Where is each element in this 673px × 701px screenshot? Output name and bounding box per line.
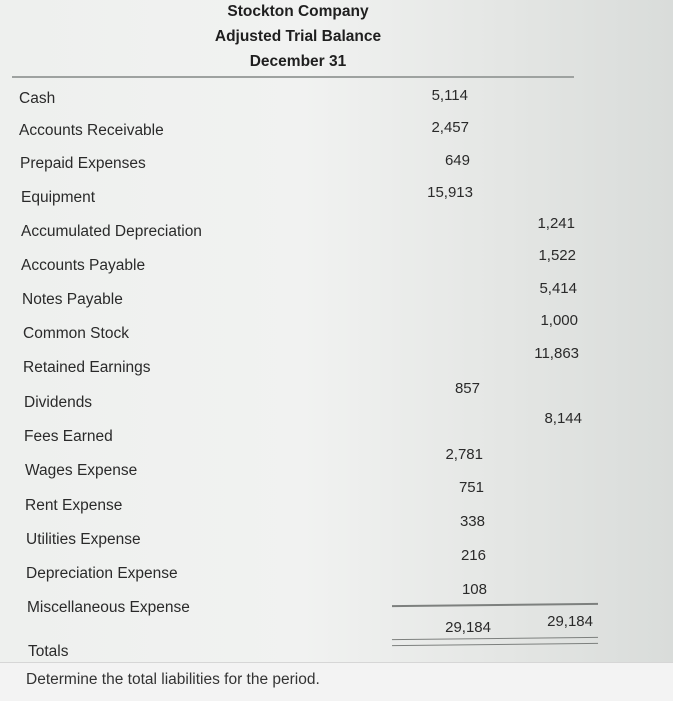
credit-amount: 11,863 bbox=[534, 345, 579, 362]
debit-amount: 857 bbox=[454, 380, 480, 397]
question-prompt bbox=[0, 662, 673, 701]
credit-amount: 5,414 bbox=[539, 280, 577, 297]
total-debit: 29,184 bbox=[445, 619, 491, 636]
account-name: Cash bbox=[19, 90, 56, 107]
account-name: Miscellaneous Expense bbox=[27, 599, 190, 616]
debit-amount: 751 bbox=[458, 479, 484, 496]
debit-amount: 2,457 bbox=[431, 119, 469, 136]
total-double-rule bbox=[392, 637, 598, 646]
debit-amount: 216 bbox=[460, 547, 486, 564]
account-name: Common Stock bbox=[23, 325, 129, 342]
credit-amount: 8,144 bbox=[544, 410, 582, 427]
debit-amount: 649 bbox=[444, 152, 470, 169]
account-name: Wages Expense bbox=[25, 462, 138, 479]
total-credit: 29,184 bbox=[547, 613, 593, 630]
account-name: Depreciation Expense bbox=[26, 565, 178, 582]
account-name: Utilities Expense bbox=[26, 531, 141, 548]
account-name: Accounts Payable bbox=[21, 257, 146, 274]
question-text: Determine the total liabilities for the period. bbox=[26, 671, 320, 688]
account-name: Dividends bbox=[24, 394, 93, 411]
statement-title: Adjusted Trial Balance bbox=[214, 28, 382, 45]
account-name: Rent Expense bbox=[25, 497, 123, 514]
statement-date: December 31 bbox=[249, 53, 347, 70]
debit-amount: 108 bbox=[461, 581, 487, 598]
account-name: Equipment bbox=[21, 189, 96, 206]
header-divider bbox=[12, 76, 574, 78]
company-name: Stockton Company bbox=[227, 3, 369, 20]
account-name: Retained Earnings bbox=[23, 359, 151, 376]
debit-amount: 5,114 bbox=[431, 87, 468, 104]
account-name: Fees Earned bbox=[24, 428, 113, 445]
account-name: Prepaid Expenses bbox=[20, 155, 146, 172]
debit-amount: 15,913 bbox=[427, 184, 473, 201]
totals-label: Totals bbox=[28, 643, 69, 660]
credit-amount: 1,000 bbox=[540, 312, 578, 329]
credit-amount: 1,522 bbox=[538, 247, 576, 264]
account-name: Notes Payable bbox=[22, 291, 123, 308]
debit-amount: 2,781 bbox=[445, 446, 483, 463]
account-name: Accumulated Depreciation bbox=[21, 223, 202, 240]
subtotal-rule bbox=[392, 603, 598, 607]
credit-amount: 1,241 bbox=[537, 215, 575, 232]
debit-amount: 338 bbox=[459, 513, 485, 530]
account-name: Accounts Receivable bbox=[19, 122, 164, 139]
